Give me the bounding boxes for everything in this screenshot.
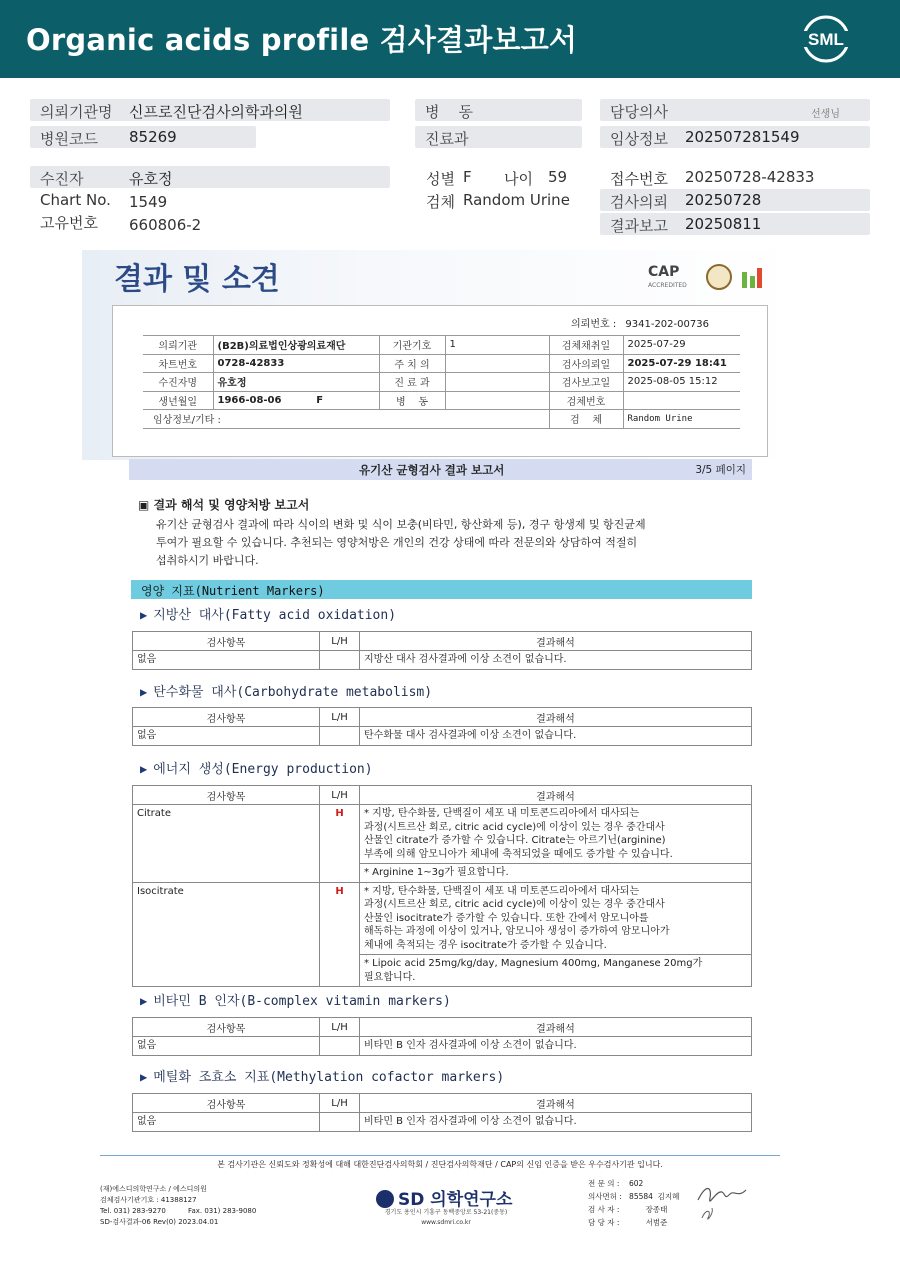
col-lh: L/H: [320, 786, 360, 805]
col-lh: L/H: [320, 1018, 360, 1037]
info-value: [445, 410, 549, 429]
section-title: 지방산 대사(Fatty acid oxidation): [153, 608, 397, 623]
footer-accreditation-note: 본 검사기관은 신뢰도와 정확성에 대해 대한진단검사의학회 / 진단검사의학재단 / CAP의 신임 인증을 받은 우수검사기관 입니다.: [217, 1160, 663, 1169]
nutrient-markers-label: 영양 지표(Nutrient Markers): [141, 584, 325, 598]
uid-value: 660806-2: [129, 216, 202, 234]
table-row: [133, 651, 752, 670]
info-key: 검사보고일: [549, 373, 623, 392]
request-no-value: 9341-202-00736: [625, 319, 709, 330]
fatty-acid-table: [132, 631, 752, 670]
signature-icon: [692, 1178, 752, 1224]
table-row: [133, 882, 752, 955]
interpretation-line: 산물인 isocitrate가 증가할 수 있습니다. 또한 간에서 암모니아를: [364, 912, 649, 924]
signer-line: 전 문 의 : 602: [588, 1179, 644, 1188]
interpretation-line: 체내에 축적되는 경우 isocitrate가 증가할 수 있습니다.: [364, 939, 607, 951]
carbohydrate-table: [132, 707, 752, 746]
info-value: 2025-08-05 15:12: [623, 373, 740, 392]
section-title: 에너지 생성(Energy production): [153, 762, 373, 777]
info-value: 유호정: [213, 373, 379, 392]
interpretation-line: 해독하는 과정에 이상이 있거나, 암모니아 생성이 증가하여 암모니아가: [364, 926, 670, 937]
col-item: 검사항목: [133, 1018, 320, 1037]
dept-field: [415, 126, 582, 148]
clinical-info-label: 임상정보: [610, 130, 668, 148]
report-bar-title: 유기산 균형검사 결과 보고서: [359, 463, 505, 477]
info-value: 0728-42833: [213, 354, 379, 373]
info-value: 2025-07-29: [623, 336, 740, 355]
info-value: [445, 373, 549, 392]
interpretation-line: * 지방, 탄수화물, 단백질이 세포 내 미토콘드리아에서 대사되는: [364, 885, 640, 897]
table-row: [133, 805, 752, 864]
info-row: [143, 410, 740, 429]
lh-cell: [320, 727, 360, 746]
prescription-line: 필요합니다.: [364, 971, 416, 983]
interpretation-line: 유기산 균형검사 결과에 따라 식이의 변화 및 식이 보충(비타민, 항산화제 등), 경구 항생제 및 항진균제: [156, 518, 646, 531]
item-cell: 없음: [133, 1113, 320, 1132]
prescription-cell: [360, 955, 752, 987]
vitamin-b-table: [132, 1017, 752, 1056]
item-cell: 없음: [133, 651, 320, 670]
info-value: Random Urine: [623, 410, 740, 429]
info-key: 검 체: [549, 410, 623, 429]
info-key: 병 동: [379, 391, 445, 410]
footer-left-info: [100, 1184, 256, 1228]
report-info-table: [143, 335, 740, 429]
energy-table: [132, 785, 752, 987]
cap-subtitle: ACCREDITED: [648, 282, 687, 289]
info-key: 의뢰기관: [143, 336, 213, 355]
col-lh: L/H: [320, 708, 360, 727]
section-title: 탄수화물 대사(Carbohydrate metabolism): [153, 685, 433, 700]
info-key: [379, 410, 445, 429]
cap-logo: CAP: [648, 264, 680, 280]
interpretation-cell: 지방산 대사 검사결과에 이상 소견이 없습니다.: [360, 651, 752, 670]
report-header: [0, 0, 900, 78]
section-methylation: [140, 1066, 504, 1085]
institution-label: 의뢰기관명: [40, 103, 113, 121]
signer-line: 의사면허 : 85584 김지혜: [588, 1192, 680, 1201]
triangle-right-icon: ▶: [140, 1070, 148, 1084]
receipt-no-value: 20250728-42833: [685, 168, 815, 186]
ward-label: 병 동: [425, 103, 474, 121]
dept-label: 진료과: [425, 130, 469, 148]
page-indicator: 3/5 페이지: [695, 464, 746, 476]
info-key: 진 료 과: [379, 373, 445, 392]
lab-logo-icon: [740, 266, 764, 290]
interpretation-cell: 비타민 B 인자 검사결과에 이상 소견이 없습니다.: [360, 1037, 752, 1056]
prescription-line: * Lipoic acid 25mg/kg/day, Magnesium 400mg, Manganese 20mg가: [364, 958, 703, 969]
age-label: 나이: [504, 170, 533, 188]
footer-line: 검체검사기관기호 : 41388127: [100, 1196, 197, 1204]
info-key: 생년월일: [143, 391, 213, 410]
report-date-value: 20250811: [685, 215, 762, 233]
interpretation-line: 부족에 의해 암모니아가 체내에 축적되었을 때에도 증가할 수 있습니다.: [364, 848, 673, 860]
ward-field: [415, 99, 582, 121]
sd-logo: [376, 1185, 512, 1210]
table-row: [133, 1037, 752, 1056]
receipt-no-label: 접수번호: [610, 170, 668, 188]
info-value: (B2B)의료법인상광의료재단: [213, 336, 379, 355]
signer-line: 검 사 자 : 장종태: [588, 1205, 668, 1214]
info-value: 2025-07-29 18:41: [623, 354, 740, 373]
sd-address: [376, 1208, 516, 1228]
sml-logo-text: SML: [808, 30, 844, 49]
item-cell: 없음: [133, 1037, 320, 1056]
info-value: 1966-08-06 F: [213, 391, 379, 410]
col-interpretation: 결과해석: [360, 708, 752, 727]
sd-logo-icon: [376, 1190, 394, 1208]
report-info-box: [112, 305, 768, 457]
info-row: [143, 354, 740, 373]
high-flag: H: [320, 882, 360, 987]
patient-name-field: [30, 166, 390, 188]
uid-label: 고유번호: [40, 214, 98, 232]
interpretation-body: [156, 516, 756, 570]
info-key: 검사의뢰일: [549, 354, 623, 373]
footer-divider: [100, 1155, 780, 1156]
interpretation-line: 섭취하시기 바랍니다.: [156, 554, 259, 567]
item-cell: Citrate: [133, 805, 320, 883]
section-energy: [140, 758, 373, 777]
lh-cell: [320, 1037, 360, 1056]
col-lh: L/H: [320, 632, 360, 651]
info-value: [623, 391, 740, 410]
info-row: [143, 373, 740, 392]
col-interpretation: 결과해석: [360, 632, 752, 651]
triangle-right-icon: ▶: [140, 762, 148, 776]
section-carbohydrate: [140, 681, 432, 700]
methylation-table: [132, 1093, 752, 1132]
info-value: [445, 391, 549, 410]
info-key: 검체채취일: [549, 336, 623, 355]
interpretation-cell: [360, 882, 752, 955]
interpretation-line: 과정(시트르산 회로, citric acid cycle)에 이상이 있는 경우 중간대사: [364, 821, 665, 833]
report-title: Organic acids profile 검사결과보고서: [26, 23, 578, 57]
request-date-label: 검사의뢰: [610, 193, 668, 211]
section-title: 메틸화 조효소 지표(Methylation cofactor markers): [153, 1070, 505, 1085]
section-fatty-acid: [140, 604, 396, 623]
info-row: [143, 391, 740, 410]
lh-cell: [320, 1113, 360, 1132]
signer-line: 담 당 자 : 서범준: [588, 1218, 668, 1227]
accreditation-logos: [648, 264, 768, 294]
section-title: 비타민 B 인자(B-complex vitamin markers): [153, 994, 451, 1009]
col-item: 검사항목: [133, 786, 320, 805]
interpretation-line: 과정(시트르산 회로, citric acid cycle)에 이상이 있는 경우 중간대사: [364, 899, 665, 910]
report-date-field: [600, 213, 870, 235]
request-date-value: 20250728: [685, 191, 762, 209]
footer-line: Tel. 031) 283-9270 Fax. 031) 283-9080: [100, 1207, 257, 1215]
clinical-info-value: 202507281549: [685, 128, 800, 146]
section-vitamin-b: [140, 990, 451, 1009]
info-value: [445, 354, 549, 373]
triangle-right-icon: ▶: [140, 685, 148, 699]
col-item: 검사항목: [133, 632, 320, 651]
footer-line: SD-검사결과-06 Rev(0) 2023.04.01: [100, 1218, 219, 1226]
seal-icon: [706, 264, 732, 290]
scan-title: 결과 및 소견: [114, 262, 280, 297]
triangle-right-icon: ▶: [140, 994, 148, 1008]
hospital-code-field: [30, 126, 256, 148]
info-key: 수진자명: [143, 373, 213, 392]
triangle-right-icon: ▶: [140, 608, 148, 622]
info-key: 주 치 의: [379, 354, 445, 373]
specimen-label: 검체: [426, 193, 455, 211]
table-row: [133, 1113, 752, 1132]
col-item: 검사항목: [133, 1094, 320, 1113]
institution-value: 신프로진단검사의학과의원: [129, 103, 303, 121]
info-key: 검체번호: [549, 391, 623, 410]
doctor-field: [600, 99, 870, 121]
sd-logo-text: SD 의학연구소: [398, 1190, 513, 1210]
sml-logo-icon: [800, 14, 852, 64]
chart-no-label: Chart No.: [40, 191, 111, 209]
info-value: 1: [445, 336, 549, 355]
item-cell: 없음: [133, 727, 320, 746]
address-line: 경기도 용인시 기흥구 동백중앙로 53-21(중동): [384, 1209, 508, 1216]
request-date-field: [600, 189, 870, 211]
chart-no-value: 1549: [129, 193, 168, 211]
item-cell: Isocitrate: [133, 882, 320, 987]
high-flag: H: [320, 805, 360, 883]
col-lh: L/H: [320, 1094, 360, 1113]
lh-cell: [320, 651, 360, 670]
interpretation-title: ▣ 결과 해석 및 영양처방 보고서: [138, 498, 310, 512]
hospital-code-label: 병원코드: [40, 130, 98, 148]
interpretation-cell: [360, 805, 752, 864]
age-value: 59: [548, 168, 568, 186]
col-interpretation: 결과해석: [360, 1094, 752, 1113]
hospital-code-value: 85269: [129, 128, 177, 146]
table-row: [133, 727, 752, 746]
doctor-suffix: 선생님: [811, 109, 840, 120]
prescription-cell: * Arginine 1~3g가 필요합니다.: [360, 864, 752, 883]
footer-signers: [588, 1177, 679, 1229]
footer-line: (재)에스디의학연구소 / 에스디의원: [100, 1185, 207, 1193]
info-key: 기관기호: [379, 336, 445, 355]
info-key: 차트번호: [143, 354, 213, 373]
info-key: 임상정보/기타 :: [143, 410, 379, 429]
col-interpretation: 결과해석: [360, 786, 752, 805]
nutrient-markers-bar: [131, 580, 752, 599]
report-date-label: 결과보고: [610, 217, 668, 235]
patient-name-label: 수진자: [40, 170, 84, 188]
info-row: [143, 336, 740, 355]
col-item: 검사항목: [133, 708, 320, 727]
scanned-report: [82, 250, 797, 1160]
interpretation-line: * 지방, 탄수화물, 단백질이 세포 내 미토콘드리아에서 대사되는: [364, 808, 640, 819]
institution-field: [30, 99, 390, 121]
report-title-bar: [129, 459, 752, 480]
request-no: [571, 315, 709, 330]
interpretation-line: 투여가 필요할 수 있습니다. 추천되는 영양처방은 개인의 건강 상태에 따라 전문의와 상담하여 적절히: [156, 536, 638, 549]
interpretation-line: 산물인 citrate가 증가할 수 있습니다. Citrate는 아르기닌(arginine): [364, 835, 666, 846]
sex-label: 성별: [426, 170, 455, 188]
interpretation-cell: 탄수화물 대사 검사결과에 이상 소견이 없습니다.: [360, 727, 752, 746]
sex-value: F: [463, 168, 472, 186]
col-interpretation: 결과해석: [360, 1018, 752, 1037]
request-no-label: 의뢰번호 :: [571, 319, 617, 330]
doctor-label: 담당의사: [610, 103, 668, 121]
specimen-value: Random Urine: [463, 191, 570, 209]
interpretation-cell: 비타민 B 인자 검사결과에 이상 소견이 없습니다.: [360, 1113, 752, 1132]
patient-name-value: 유호정: [129, 170, 173, 188]
clinical-info-field: [600, 126, 870, 148]
website-line: www.sdmri.co.kr: [421, 1219, 471, 1226]
